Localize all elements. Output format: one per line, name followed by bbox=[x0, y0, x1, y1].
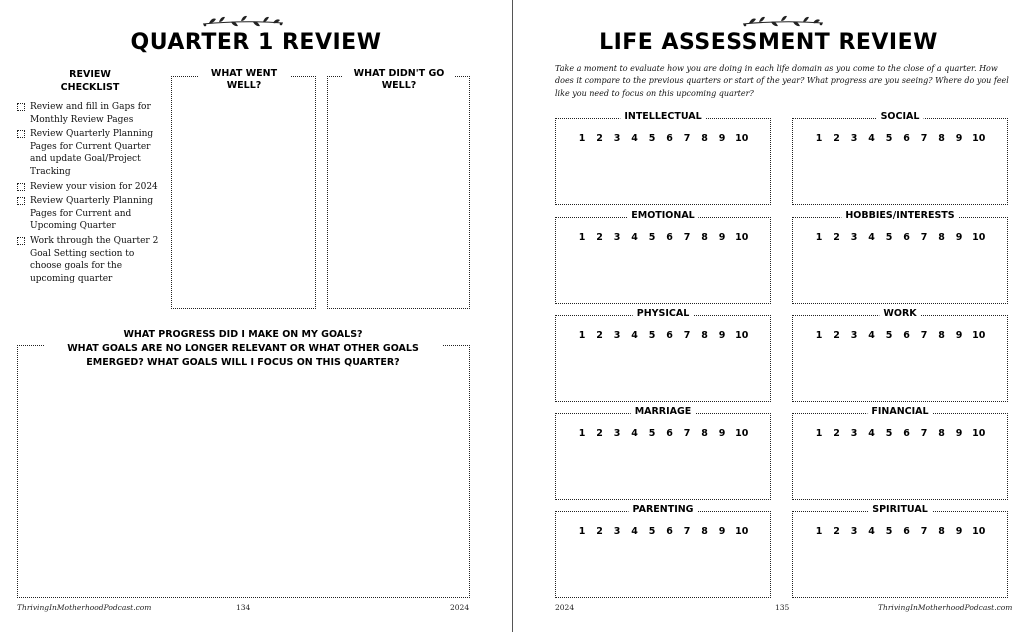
goals-review-box[interactable] bbox=[17, 345, 470, 598]
rating-option[interactable]: 7 bbox=[920, 526, 928, 537]
domain-box-marriage[interactable] bbox=[555, 406, 771, 500]
rating-option[interactable]: 8 bbox=[938, 526, 945, 537]
domain-box-hobbies-interests[interactable] bbox=[792, 210, 1008, 304]
rating-option[interactable]: 1 bbox=[815, 428, 823, 439]
rating-option[interactable]: 2 bbox=[833, 526, 840, 537]
rating-option[interactable]: 1 bbox=[578, 232, 586, 243]
rating-option[interactable]: 1 bbox=[815, 330, 823, 341]
rating-scale bbox=[556, 428, 770, 439]
domain-box-financial[interactable] bbox=[792, 406, 1008, 500]
domain-box-physical[interactable] bbox=[555, 308, 771, 402]
rating-option[interactable]: 3 bbox=[850, 133, 858, 144]
rating-option[interactable]: 6 bbox=[903, 330, 910, 341]
rating-option[interactable]: 1 bbox=[578, 428, 586, 439]
domain-label: HOBBIES/INTERESTS bbox=[841, 210, 958, 222]
rating-option[interactable]: 7 bbox=[920, 330, 928, 341]
rating-option[interactable]: 3 bbox=[850, 232, 858, 243]
domain-label: PHYSICAL bbox=[633, 308, 694, 320]
domain-box-intellectual[interactable] bbox=[555, 111, 771, 205]
rating-option[interactable]: 4 bbox=[868, 133, 875, 144]
rating-option[interactable]: 4 bbox=[868, 526, 875, 537]
rating-option[interactable]: 5 bbox=[885, 428, 893, 439]
rating-option[interactable]: 10 bbox=[972, 330, 986, 341]
rating-option[interactable]: 5 bbox=[885, 133, 893, 144]
rating-option[interactable]: 9 bbox=[955, 133, 963, 144]
domain-box-emotional[interactable] bbox=[555, 210, 771, 304]
rating-option[interactable]: 10 bbox=[735, 330, 749, 341]
checklist-item[interactable]: Review your vision for 2024 bbox=[16, 181, 166, 194]
rating-option[interactable]: 8 bbox=[701, 232, 708, 243]
rating-option[interactable]: 3 bbox=[613, 133, 621, 144]
rating-option[interactable]: 10 bbox=[972, 232, 986, 243]
rating-option[interactable]: 7 bbox=[683, 526, 691, 537]
footer-year: 2024 bbox=[555, 603, 575, 612]
rating-option[interactable]: 5 bbox=[648, 428, 656, 439]
checklist-item[interactable]: Review Quarterly Planning Pages for Current Quarter and update Goal/Project Tracking bbox=[16, 128, 166, 178]
rating-option[interactable]: 2 bbox=[833, 428, 840, 439]
rating-option[interactable]: 10 bbox=[735, 526, 749, 537]
went-well-label: WHAT WENT WELL? bbox=[198, 68, 290, 92]
rating-option[interactable]: 9 bbox=[718, 428, 726, 439]
rating-option[interactable]: 9 bbox=[955, 526, 963, 537]
rating-option[interactable]: 6 bbox=[666, 428, 673, 439]
rating-option[interactable]: 5 bbox=[885, 330, 893, 341]
rating-option[interactable]: 8 bbox=[701, 428, 708, 439]
domain-label: PARENTING bbox=[629, 504, 698, 516]
page-title: LIFE ASSESSMENT REVIEW bbox=[599, 30, 938, 55]
rating-option[interactable]: 4 bbox=[631, 133, 638, 144]
rating-option[interactable]: 2 bbox=[596, 232, 603, 243]
rating-scale bbox=[793, 526, 1007, 537]
rating-option[interactable]: 1 bbox=[578, 526, 586, 537]
rating-scale bbox=[556, 133, 770, 144]
rating-option[interactable]: 5 bbox=[648, 330, 656, 341]
rating-option[interactable]: 10 bbox=[735, 232, 749, 243]
rating-option[interactable]: 3 bbox=[613, 232, 621, 243]
checkbox-icon[interactable] bbox=[17, 103, 25, 111]
rating-option[interactable]: 8 bbox=[938, 232, 945, 243]
rating-option[interactable]: 1 bbox=[815, 133, 823, 144]
checkbox-icon[interactable] bbox=[17, 197, 25, 205]
rating-option[interactable]: 7 bbox=[683, 133, 691, 144]
rating-option[interactable]: 4 bbox=[631, 330, 638, 341]
leaf-ornament-icon bbox=[741, 14, 825, 30]
rating-option[interactable]: 9 bbox=[718, 232, 726, 243]
rating-scale bbox=[793, 232, 1007, 243]
rating-scale bbox=[793, 330, 1007, 341]
rating-option[interactable]: 8 bbox=[701, 330, 708, 341]
checkbox-icon[interactable] bbox=[17, 237, 25, 245]
domain-label: FINANCIAL bbox=[867, 406, 932, 418]
rating-option[interactable]: 6 bbox=[666, 330, 673, 341]
right-page bbox=[513, 0, 1024, 632]
checklist-heading: REVIEW CHECKLIST bbox=[60, 69, 120, 93]
footer-site: ThrivingInMotherhoodPodcast.com bbox=[17, 603, 152, 612]
rating-option[interactable]: 1 bbox=[815, 526, 823, 537]
rating-option[interactable]: 9 bbox=[955, 428, 963, 439]
domain-box-social[interactable] bbox=[792, 111, 1008, 205]
rating-option[interactable]: 9 bbox=[955, 232, 963, 243]
rating-option[interactable]: 5 bbox=[648, 133, 656, 144]
rating-option[interactable]: 9 bbox=[955, 330, 963, 341]
rating-option[interactable]: 8 bbox=[938, 330, 945, 341]
rating-option[interactable]: 3 bbox=[613, 330, 621, 341]
rating-option[interactable]: 2 bbox=[833, 330, 840, 341]
rating-option[interactable]: 10 bbox=[735, 428, 749, 439]
rating-option[interactable]: 2 bbox=[833, 232, 840, 243]
rating-option[interactable]: 3 bbox=[613, 428, 621, 439]
rating-option[interactable]: 1 bbox=[578, 330, 586, 341]
rating-option[interactable]: 4 bbox=[631, 526, 638, 537]
rating-option[interactable]: 6 bbox=[903, 133, 910, 144]
rating-option[interactable]: 3 bbox=[850, 526, 858, 537]
domain-box-parenting[interactable] bbox=[555, 504, 771, 598]
rating-option[interactable]: 2 bbox=[833, 133, 840, 144]
page-number: 135 bbox=[775, 603, 790, 612]
checklist-item[interactable]: Review Quarterly Planning Pages for Current and Upcoming Quarter bbox=[16, 195, 166, 233]
rating-option[interactable]: 10 bbox=[972, 428, 986, 439]
rating-option[interactable]: 7 bbox=[683, 330, 691, 341]
rating-option[interactable]: 5 bbox=[648, 526, 656, 537]
domain-label: SOCIAL bbox=[877, 111, 924, 123]
goals-question-label: WHAT PROGRESS DID I MAKE ON MY GOALS? WHAT GOALS ARE NO LONGER RELEVANT OR WHAT OTHER GOALS EMERGED? WHAT GOALS WILL I FOCUS ON THIS QUARTER? bbox=[44, 328, 442, 370]
page-title: QUARTER 1 REVIEW bbox=[130, 30, 382, 55]
rating-option[interactable]: 8 bbox=[701, 133, 708, 144]
leaf-ornament-icon bbox=[201, 14, 285, 30]
rating-option[interactable]: 2 bbox=[596, 526, 603, 537]
rating-option[interactable]: 1 bbox=[578, 133, 586, 144]
rating-option[interactable]: 4 bbox=[868, 330, 875, 341]
rating-option[interactable]: 6 bbox=[666, 526, 673, 537]
rating-option[interactable]: 8 bbox=[938, 133, 945, 144]
rating-option[interactable]: 10 bbox=[735, 133, 749, 144]
went-well-box[interactable] bbox=[171, 76, 316, 309]
domain-label: MARRIAGE bbox=[631, 406, 696, 418]
rating-option[interactable]: 4 bbox=[868, 232, 875, 243]
rating-option[interactable]: 6 bbox=[903, 232, 910, 243]
rating-option[interactable]: 7 bbox=[920, 232, 928, 243]
rating-option[interactable]: 9 bbox=[718, 330, 726, 341]
rating-option[interactable]: 4 bbox=[868, 428, 875, 439]
domain-label: INTELLECTUAL bbox=[620, 111, 705, 123]
rating-scale bbox=[793, 428, 1007, 439]
rating-option[interactable]: 7 bbox=[683, 428, 691, 439]
rating-option[interactable]: 1 bbox=[815, 232, 823, 243]
rating-option[interactable]: 2 bbox=[596, 133, 603, 144]
rating-option[interactable]: 6 bbox=[666, 133, 673, 144]
rating-option[interactable]: 8 bbox=[701, 526, 708, 537]
domain-box-spiritual[interactable] bbox=[792, 504, 1008, 598]
rating-option[interactable]: 5 bbox=[648, 232, 656, 243]
rating-option[interactable]: 9 bbox=[718, 526, 726, 537]
review-checklist bbox=[16, 101, 166, 287]
domain-box-work[interactable] bbox=[792, 308, 1008, 402]
rating-option[interactable]: 4 bbox=[631, 428, 638, 439]
didnt-go-well-label: WHAT DIDN'T GO WELL? bbox=[343, 68, 455, 92]
domain-label: EMOTIONAL bbox=[627, 210, 698, 222]
rating-option[interactable]: 3 bbox=[850, 330, 858, 341]
rating-option[interactable]: 2 bbox=[596, 428, 603, 439]
rating-scale bbox=[556, 232, 770, 243]
rating-option[interactable]: 3 bbox=[850, 428, 858, 439]
rating-option[interactable]: 6 bbox=[903, 428, 910, 439]
rating-option[interactable]: 6 bbox=[666, 232, 673, 243]
rating-scale bbox=[793, 133, 1007, 144]
rating-option[interactable]: 7 bbox=[920, 133, 928, 144]
checkbox-icon[interactable] bbox=[17, 183, 25, 191]
rating-option[interactable]: 10 bbox=[972, 133, 986, 144]
rating-option[interactable]: 4 bbox=[631, 232, 638, 243]
rating-option[interactable]: 8 bbox=[938, 428, 945, 439]
footer-site: ThrivingInMotherhoodPodcast.com bbox=[878, 603, 1013, 612]
page-number: 134 bbox=[236, 603, 251, 612]
rating-scale bbox=[556, 330, 770, 341]
rating-option[interactable]: 3 bbox=[613, 526, 621, 537]
rating-option[interactable]: 2 bbox=[596, 330, 603, 341]
rating-option[interactable]: 10 bbox=[972, 526, 986, 537]
intro-text: Take a moment to evaluate how you are doing in each life domain as you come to the close of a quarter. How does it compare to the previous quarters or start of the year? What progress are you seeing? Where do you feel like you need to focus on this upcoming quarter? bbox=[555, 64, 1009, 98]
domain-label: WORK bbox=[879, 308, 920, 320]
checkbox-icon[interactable] bbox=[17, 130, 25, 138]
rating-option[interactable]: 5 bbox=[885, 526, 893, 537]
rating-option[interactable]: 7 bbox=[920, 428, 928, 439]
domain-label: SPIRITUAL bbox=[868, 504, 932, 516]
rating-option[interactable]: 7 bbox=[683, 232, 691, 243]
rating-scale bbox=[556, 526, 770, 537]
didnt-go-well-box[interactable] bbox=[327, 76, 470, 309]
rating-option[interactable]: 6 bbox=[903, 526, 910, 537]
rating-option[interactable]: 9 bbox=[718, 133, 726, 144]
rating-option[interactable]: 5 bbox=[885, 232, 893, 243]
checklist-item[interactable]: Work through the Quarter 2 Goal Setting section to choose goals for the upcoming quarter bbox=[16, 235, 166, 285]
checklist-item[interactable]: Review and fill in Gaps for Monthly Review Pages bbox=[16, 101, 166, 126]
footer-year: 2024 bbox=[450, 603, 470, 612]
